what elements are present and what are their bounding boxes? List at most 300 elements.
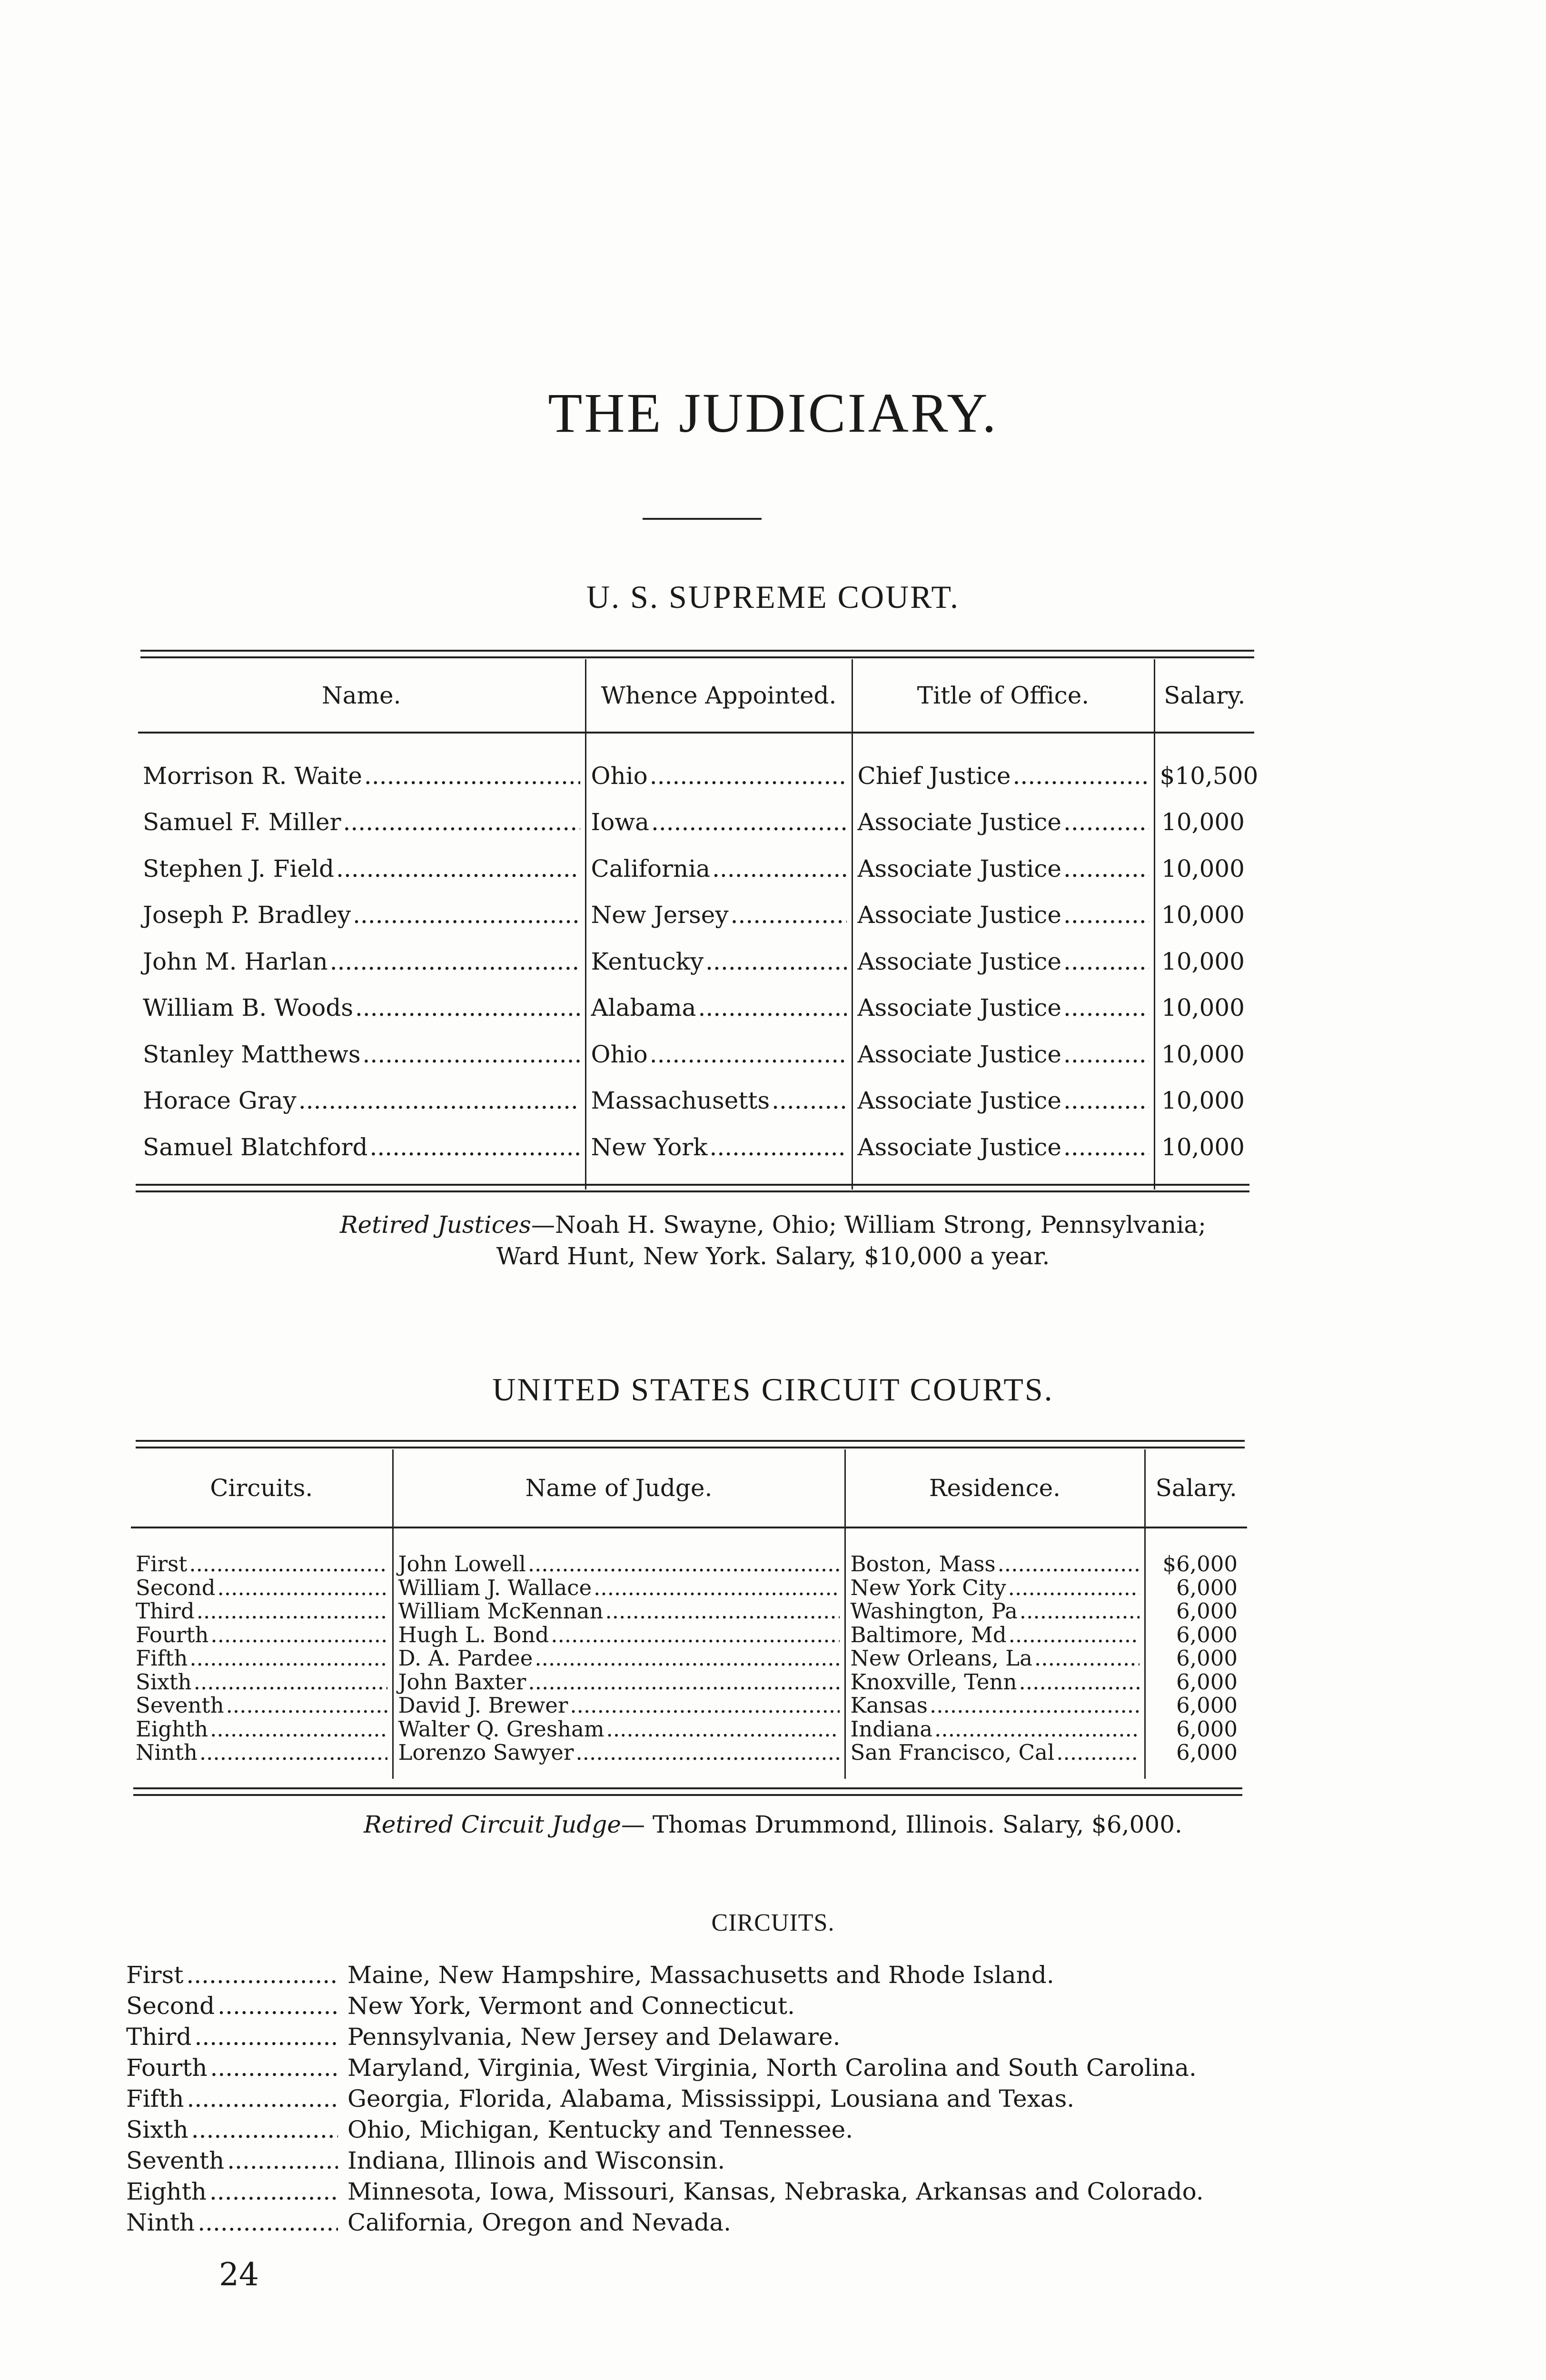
circuit-states: Minnesota, Iowa, Missouri, Kansas, Nebraska, Arkansas and Colorado. [347, 2178, 1204, 2205]
residence-text: Boston, Mass [850, 1551, 996, 1577]
dot-leader [1008, 1576, 1140, 1600]
table-row [138, 1078, 1254, 1124]
salary: 10,000 [1154, 845, 1254, 892]
dot-leader [364, 762, 580, 790]
title-of-office-leader [858, 948, 1154, 975]
circuit-label-text: Sixth [126, 2116, 188, 2143]
title-of-office-text: Associate Justice [857, 808, 1061, 836]
title-of-office [852, 985, 1154, 1031]
judge-name-leader [398, 1646, 844, 1670]
residence-leader [851, 1646, 1144, 1670]
judge-name-text: John Lowell [398, 1551, 526, 1577]
judge-name-text: Hugh L. Bond [398, 1622, 549, 1647]
circuit-states: Maryland, Virginia, West Virginia, North Carolina and South Carolina. [347, 2054, 1197, 2082]
dot-leader [197, 1599, 387, 1623]
judge-name-text: William J. Wallace [398, 1575, 592, 1600]
dot-leader [575, 1741, 839, 1765]
col-header-judge: Name of Judge. [393, 1449, 845, 1527]
justice-name-leader [143, 948, 585, 975]
title-of-office [852, 938, 1154, 985]
salary: 10,000 [1154, 799, 1254, 846]
title-of-office-text: Associate Justice [857, 1040, 1061, 1068]
title-of-office [852, 733, 1154, 799]
table-row [131, 1527, 1247, 1576]
circuit [131, 1670, 393, 1694]
title-of-office-text: Associate Justice [857, 854, 1061, 883]
dot-leader [1063, 808, 1149, 836]
justice-name-text: Morrison R. Waite [143, 762, 362, 790]
dot-leader [194, 2023, 338, 2051]
dot-leader [650, 762, 847, 790]
table-row [138, 799, 1254, 846]
justice-name [138, 1124, 585, 1190]
residence-leader [851, 1694, 1144, 1717]
retired-circuit-judge-note [0, 1809, 1546, 1840]
page-title: THE JUDICIARY. [548, 382, 998, 444]
residence-text: Baltimore, Md [850, 1622, 1007, 1647]
whence-appointed-leader [591, 1041, 852, 1068]
whence-appointed [585, 799, 852, 846]
dot-leader [650, 1041, 847, 1068]
salary: 10,000 [1154, 985, 1254, 1031]
whence-appointed [585, 1078, 852, 1124]
table-row [138, 892, 1254, 939]
residence [845, 1527, 1145, 1576]
title-of-office-leader [858, 1041, 1154, 1068]
judge-name [393, 1576, 845, 1600]
dot-leader [1019, 1670, 1140, 1694]
judge-name-text: Walter Q. Gresham [398, 1716, 605, 1742]
justice-name [138, 733, 585, 799]
table-row [131, 1717, 1247, 1741]
retired-justices-note [0, 1209, 1546, 1272]
salary: 10,000 [1154, 1078, 1254, 1124]
dot-leader [343, 808, 580, 836]
dot-leader [298, 1087, 580, 1114]
dot-leader [606, 1717, 840, 1741]
dot-leader [210, 1623, 387, 1647]
circuit-leader [136, 1576, 392, 1600]
dot-leader [1009, 1623, 1140, 1647]
dot-leader [705, 948, 846, 975]
justice-name [138, 938, 585, 985]
salary: 6,000 [1145, 1576, 1247, 1600]
dot-leader [1063, 1041, 1149, 1068]
title-of-office [852, 892, 1154, 939]
whence-appointed-text: Alabama [591, 994, 696, 1022]
circuit-leader [136, 1646, 392, 1670]
whence-appointed-text: Iowa [591, 808, 649, 836]
title-of-office-text: Associate Justice [857, 994, 1061, 1022]
title-of-office [852, 799, 1154, 846]
circuit [131, 1576, 393, 1600]
justice-name-leader [143, 901, 585, 929]
judge-name [393, 1670, 845, 1694]
judge-name-text: David J. Brewer [398, 1693, 568, 1718]
circuit-courts-bottom-rule [133, 1787, 1242, 1796]
circuit-states: Indiana, Illinois and Wisconsin. [347, 2147, 725, 2174]
dot-leader [1063, 1133, 1149, 1161]
justice-name-leader [143, 808, 585, 836]
judge-name-leader [398, 1552, 844, 1576]
salary: $10,500 [1154, 733, 1254, 799]
list-item [126, 2178, 1204, 2209]
judge-name-leader [398, 1623, 844, 1647]
title-of-office [852, 845, 1154, 892]
justice-name-text: Samuel Blatchford [143, 1133, 368, 1161]
circuit [131, 1717, 393, 1741]
dot-leader [363, 1041, 580, 1068]
dot-leader [198, 2209, 338, 2236]
title-of-office-text: Associate Justice [857, 1133, 1061, 1161]
whence-appointed-leader [591, 762, 852, 790]
salary: 10,000 [1154, 1031, 1254, 1078]
circuit-leader [136, 1599, 392, 1623]
circuit-label [126, 2054, 347, 2082]
circuit-states: Ohio, Michigan, Kentucky and Tennessee. [347, 2116, 853, 2143]
whence-appointed [585, 938, 852, 985]
title-of-office-text: Chief Justice [857, 762, 1011, 790]
justice-name-leader [143, 1041, 585, 1068]
residence [845, 1599, 1145, 1623]
circuit [131, 1741, 393, 1779]
justice-name [138, 892, 585, 939]
whence-appointed-text: California [591, 854, 711, 883]
retired-justices-text-2: Ward Hunt, New York. Salary, $10,000 a year. [496, 1242, 1050, 1270]
dot-leader [772, 1087, 846, 1114]
circuit-leader [136, 1717, 392, 1741]
whence-appointed [585, 733, 852, 799]
dot-leader [227, 2147, 338, 2174]
circuit-label [126, 2178, 347, 2205]
judge-name-leader [398, 1717, 844, 1741]
judge-name [393, 1646, 845, 1670]
residence [845, 1623, 1145, 1647]
circuit [131, 1599, 393, 1623]
circuit-text: First [136, 1551, 188, 1577]
residence [845, 1741, 1145, 1779]
residence-leader [851, 1741, 1144, 1765]
dot-leader [528, 1670, 839, 1694]
retired-justices-text: —Noah H. Swayne, Ohio; William Strong, Pennsylvania; [531, 1211, 1206, 1239]
circuit-text: Fourth [136, 1622, 209, 1647]
list-item [126, 2209, 1204, 2240]
circuit [131, 1623, 393, 1647]
circuit-courts-table [131, 1449, 1247, 1779]
circuit-label-text: Seventh [126, 2147, 225, 2174]
col-header-whence: Whence Appointed. [585, 659, 852, 733]
dot-leader [1056, 1741, 1139, 1765]
title-of-office-text: Associate Justice [857, 1087, 1061, 1115]
title-of-office-leader [858, 1087, 1154, 1114]
whence-appointed [585, 1124, 852, 1190]
circuit-label [126, 2023, 347, 2051]
dot-leader [731, 901, 847, 929]
justice-name [138, 1078, 585, 1124]
dot-leader [186, 1961, 338, 1989]
circuit-text: Eighth [136, 1716, 208, 1742]
whence-appointed-text: Ohio [591, 1040, 648, 1068]
circuit-courts-header-row [131, 1449, 1247, 1527]
dot-leader [336, 855, 580, 883]
circuit-states: Pennsylvania, New Jersey and Delaware. [347, 2023, 841, 2051]
circuit-leader [136, 1552, 392, 1576]
supreme-court-top-rule [140, 650, 1254, 658]
circuit-leader [136, 1694, 392, 1717]
salary: 10,000 [1154, 892, 1254, 939]
residence-text: Indiana [850, 1716, 933, 1742]
circuit-label [126, 2209, 347, 2236]
dot-leader [594, 1576, 839, 1600]
circuit-label-text: Fourth [126, 2054, 208, 2082]
title-of-office-leader [858, 1133, 1154, 1161]
retired-justices-label: Retired Justices [340, 1211, 531, 1239]
circuit-text: Fifth [136, 1646, 188, 1671]
justice-name-text: Joseph P. Bradley [143, 901, 351, 929]
salary: 6,000 [1145, 1599, 1247, 1623]
dot-leader [1063, 948, 1149, 975]
circuit-label [126, 2116, 347, 2143]
dot-leader [218, 1576, 387, 1600]
salary: 6,000 [1145, 1623, 1247, 1647]
circuit-leader [136, 1741, 392, 1765]
dot-leader [1013, 762, 1149, 790]
title-of-office [852, 1031, 1154, 1078]
judge-name-leader [398, 1694, 844, 1717]
table-row [131, 1599, 1247, 1623]
table-row [131, 1694, 1247, 1717]
title-of-office-leader [858, 762, 1154, 790]
title-of-office-leader [858, 855, 1154, 883]
justice-name-leader [143, 855, 585, 883]
dot-leader [194, 1670, 387, 1694]
dot-leader [605, 1599, 839, 1623]
circuit-text: Third [136, 1598, 195, 1624]
table-row [138, 1031, 1254, 1078]
list-item [126, 1961, 1204, 1992]
judge-name-leader [398, 1576, 844, 1600]
circuit-text: Ninth [136, 1740, 198, 1765]
table-row [131, 1670, 1247, 1694]
dot-leader [1063, 1087, 1149, 1114]
salary: 10,000 [1154, 1124, 1254, 1190]
salary: $6,000 [1145, 1527, 1247, 1576]
judge-name [393, 1527, 845, 1576]
dot-leader [710, 1133, 847, 1161]
residence-text: New Orleans, La [850, 1646, 1032, 1671]
dot-leader [1063, 994, 1149, 1021]
retired-circuit-judge-text: — Thomas Drummond, Illinois. Salary, $6,000. [621, 1811, 1182, 1838]
circuit-label [126, 2147, 347, 2174]
whence-appointed-text: Kentucky [591, 947, 704, 975]
residence [845, 1717, 1145, 1741]
col-header-residence: Residence. [845, 1449, 1145, 1527]
supreme-court-header-row [138, 659, 1254, 733]
circuit-label [126, 1992, 347, 2020]
whence-appointed-leader [591, 994, 852, 1021]
judge-name-text: John Baxter [398, 1669, 526, 1695]
residence [845, 1646, 1145, 1670]
justice-name [138, 1031, 585, 1078]
dot-leader [535, 1646, 839, 1670]
circuit-text: Sixth [136, 1669, 192, 1695]
residence-leader [851, 1670, 1144, 1694]
circuit-states: Maine, New Hampshire, Massachusetts and Rhode Island. [347, 1961, 1054, 1989]
whence-appointed [585, 892, 852, 939]
circuit-label-text: Ninth [126, 2209, 195, 2236]
title-of-office-leader [858, 901, 1154, 929]
circuit-label-text: Third [126, 2023, 192, 2051]
table-row [131, 1623, 1247, 1647]
col-header-name: Name. [138, 659, 585, 733]
whence-appointed-leader [591, 808, 852, 836]
table-row [138, 938, 1254, 985]
circuit [131, 1646, 393, 1670]
supreme-court-heading: U. S. SUPREME COURT. [586, 579, 960, 615]
circuit [131, 1527, 393, 1576]
circuit-label-text: Fifth [126, 2085, 184, 2112]
dot-leader [551, 1623, 839, 1647]
list-item [126, 2116, 1204, 2147]
circuit-states: Georgia, Florida, Alabama, Mississippi, Lousiana and Texas. [347, 2085, 1075, 2112]
title-of-office [852, 1124, 1154, 1190]
dot-leader [191, 2116, 338, 2143]
justice-name [138, 845, 585, 892]
dot-leader [998, 1552, 1140, 1576]
dot-leader [189, 1552, 387, 1576]
circuit-label-text: Eighth [126, 2178, 207, 2205]
justice-name-leader [143, 1133, 585, 1161]
justice-name-leader [143, 762, 585, 790]
whence-appointed-leader [591, 1087, 852, 1114]
circuit-label-text: Second [126, 1992, 215, 2020]
circuit-text: Seventh [136, 1693, 224, 1718]
circuit-courts-top-rule [136, 1440, 1245, 1448]
justice-name-text: Samuel F. Miller [143, 808, 341, 836]
residence [845, 1694, 1145, 1717]
circuits-heading: CIRCUITS. [711, 1909, 835, 1936]
whence-appointed-text: New York [591, 1133, 708, 1161]
table-row [131, 1646, 1247, 1670]
circuit-leader [136, 1623, 392, 1647]
title-of-office-text: Associate Justice [857, 947, 1061, 975]
table-row [131, 1741, 1247, 1779]
table-row [138, 1124, 1254, 1190]
salary: 10,000 [1154, 938, 1254, 985]
col-header-salary: Salary. [1154, 659, 1254, 733]
residence [845, 1670, 1145, 1694]
list-item [126, 2023, 1204, 2054]
dot-leader [210, 2054, 338, 2082]
residence-leader [851, 1623, 1144, 1647]
col-header-salary: Salary. [1145, 1449, 1247, 1527]
col-header-circuits: Circuits. [131, 1449, 393, 1527]
title-of-office-leader [858, 994, 1154, 1021]
judge-name [393, 1623, 845, 1647]
title-of-office-text: Associate Justice [857, 901, 1061, 929]
page-number: 24 [219, 2256, 259, 2293]
table-row [131, 1576, 1247, 1600]
col-header-title: Title of Office. [852, 659, 1154, 733]
title-of-office [852, 1078, 1154, 1124]
table-row [138, 845, 1254, 892]
justice-name-text: Stanley Matthews [143, 1040, 361, 1068]
circuit-text: Second [136, 1575, 216, 1600]
circuit-label [126, 2085, 347, 2112]
dot-leader [355, 994, 580, 1021]
salary: 6,000 [1145, 1717, 1247, 1741]
dot-leader [1020, 1599, 1140, 1623]
residence-text: Knoxville, Tenn [850, 1669, 1017, 1695]
list-item [126, 2085, 1204, 2116]
circuit-courts-heading: UNITED STATES CIRCUIT COURTS. [492, 1371, 1054, 1408]
judge-name [393, 1599, 845, 1623]
residence-leader [851, 1599, 1144, 1623]
residence [845, 1576, 1145, 1600]
residence-leader [851, 1576, 1144, 1600]
justice-name-text: John M. Harlan [143, 947, 328, 975]
residence-text: San Francisco, Cal [850, 1740, 1055, 1765]
justice-name-leader [143, 994, 585, 1021]
circuit-label-text: First [126, 1961, 184, 1989]
whence-appointed [585, 845, 852, 892]
whence-appointed-text: Ohio [591, 762, 648, 790]
whence-appointed-text: Massachusetts [591, 1087, 770, 1115]
salary: 6,000 [1145, 1741, 1247, 1779]
retired-circuit-judge-label: Retired Circuit Judge [364, 1811, 621, 1838]
circuits-list [126, 1961, 1204, 2240]
justice-name-text: Horace Gray [143, 1087, 297, 1115]
title-of-office-leader [858, 808, 1154, 836]
dot-leader [189, 1646, 387, 1670]
residence-text: New York City [850, 1575, 1006, 1600]
dot-leader [651, 808, 847, 836]
residence-leader [851, 1552, 1144, 1576]
residence-text: Washington, Pa [850, 1598, 1018, 1624]
title-divider [643, 518, 762, 520]
dot-leader [330, 948, 580, 975]
circuit-states: California, Oregon and Nevada. [347, 2209, 732, 2236]
circuit-states: New York, Vermont and Connecticut. [347, 1992, 795, 2020]
dot-leader [226, 1694, 387, 1717]
circuit-label [126, 1961, 347, 1989]
dot-leader [218, 1992, 338, 2020]
dot-leader [199, 1741, 387, 1765]
dot-leader [930, 1694, 1140, 1717]
whence-appointed-leader [591, 948, 852, 975]
supreme-court-table [138, 659, 1259, 1190]
judge-name-leader [398, 1599, 844, 1623]
dot-leader [210, 1717, 387, 1741]
justice-name [138, 799, 585, 846]
judge-name [393, 1741, 845, 1779]
whence-appointed-leader [591, 901, 852, 929]
dot-leader [187, 2085, 338, 2112]
whence-appointed-leader [591, 855, 852, 883]
salary: 6,000 [1145, 1646, 1247, 1670]
dot-leader [1063, 855, 1149, 883]
dot-leader [353, 901, 580, 929]
dot-leader [370, 1133, 580, 1161]
judge-name-text: D. A. Pardee [398, 1646, 533, 1671]
dot-leader [528, 1552, 840, 1576]
whence-appointed [585, 985, 852, 1031]
judge-name [393, 1717, 845, 1741]
list-item [126, 2147, 1204, 2178]
residence-leader [851, 1717, 1144, 1741]
judge-name-leader [398, 1670, 844, 1694]
residence-text: Kansas [850, 1693, 928, 1718]
